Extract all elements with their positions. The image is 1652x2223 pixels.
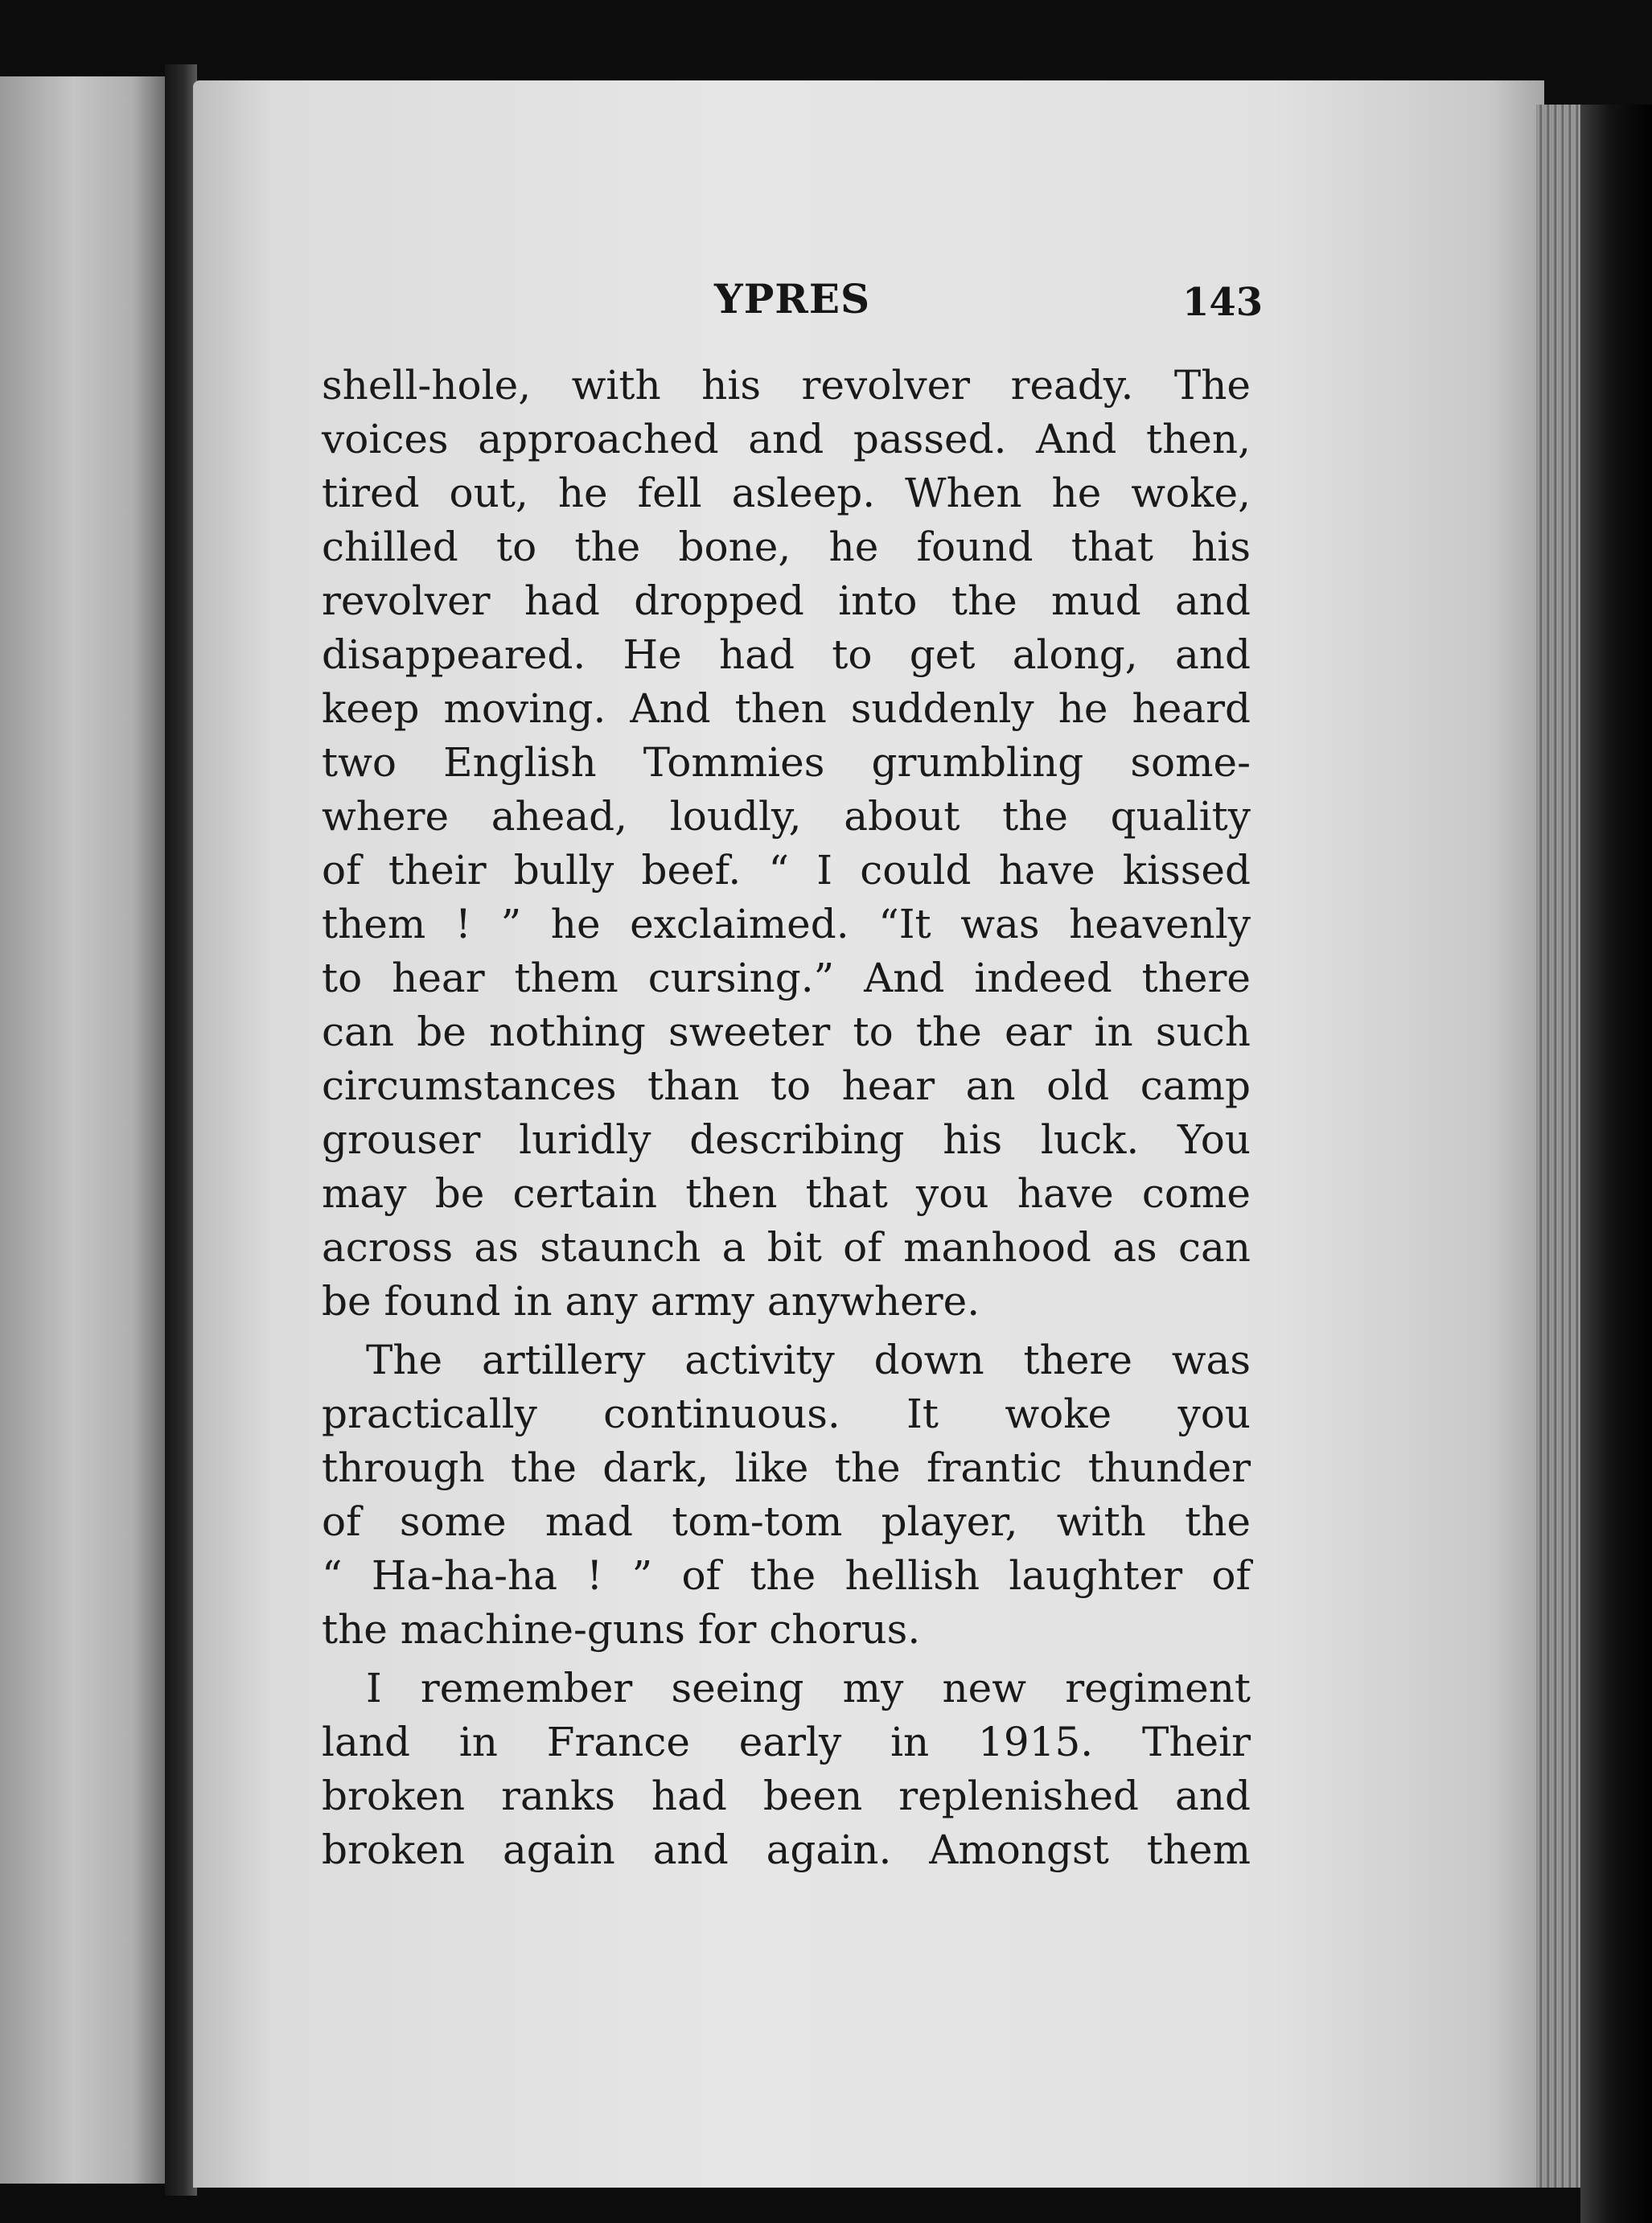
text-line: of some mad tom-tom player, with the (322, 1498, 1251, 1545)
page-number: 143 (1182, 280, 1264, 325)
text-line: I remember seeing my new regiment (366, 1665, 1251, 1711)
text-line: the machine-guns for chorus. (322, 1606, 921, 1653)
text-line: grouser luridly describing his luck. You (322, 1116, 1251, 1163)
text-line: shell-hole, with his revolver ready. The (322, 362, 1251, 409)
text-line: broken again and again. Amongst them (322, 1826, 1251, 1873)
text-line: two English Tommies grumbling some- (322, 739, 1251, 786)
text-line: “ Ha-ha-ha ! ” of the hellish laughter of (322, 1552, 1251, 1599)
text-line: broken ranks had been replenished and (322, 1773, 1251, 1819)
text-line: revolver had dropped into the mud and (322, 577, 1251, 624)
text-line: them ! ” he exclaimed. “It was heavenly (322, 901, 1251, 947)
running-head: YPRES (714, 275, 871, 323)
text-line: voices approached and passed. And then, (322, 416, 1251, 462)
text-line: through the dark, like the frantic thunder (322, 1444, 1251, 1491)
text-line: tired out, he fell asleep. When he woke, (322, 470, 1251, 516)
text-line: land in France early in 1915. Their (322, 1719, 1251, 1765)
text-line: keep moving. And then suddenly he heard (322, 685, 1251, 732)
text-line: disappeared. He had to get along, and (322, 631, 1251, 678)
text-line: chilled to the bone, he found that his (322, 524, 1251, 570)
text-line: across as staunch a bit of manhood as can (322, 1224, 1251, 1271)
text-line: of their bully beef. “ I could have kissed (322, 847, 1251, 894)
book-gutter (165, 64, 197, 2196)
text-line: be found in any army anywhere. (322, 1278, 980, 1325)
text-line: practically continuous. It woke you (322, 1391, 1251, 1437)
body-text (322, 359, 1251, 1877)
book-cover-edge (1580, 105, 1652, 2223)
text-line: where ahead, loudly, about the quality (322, 793, 1251, 840)
page-edges (1536, 105, 1584, 2188)
text-line: circumstances than to hear an old camp (322, 1062, 1251, 1109)
text-line: may be certain then that you have come (322, 1170, 1251, 1217)
text-line: can be nothing sweeter to the ear in such (322, 1009, 1251, 1055)
facing-page-edge (0, 76, 165, 2184)
text-line: to hear them cursing.” And indeed there (322, 955, 1251, 1001)
text-line: The artillery activity down there was (366, 1337, 1251, 1383)
